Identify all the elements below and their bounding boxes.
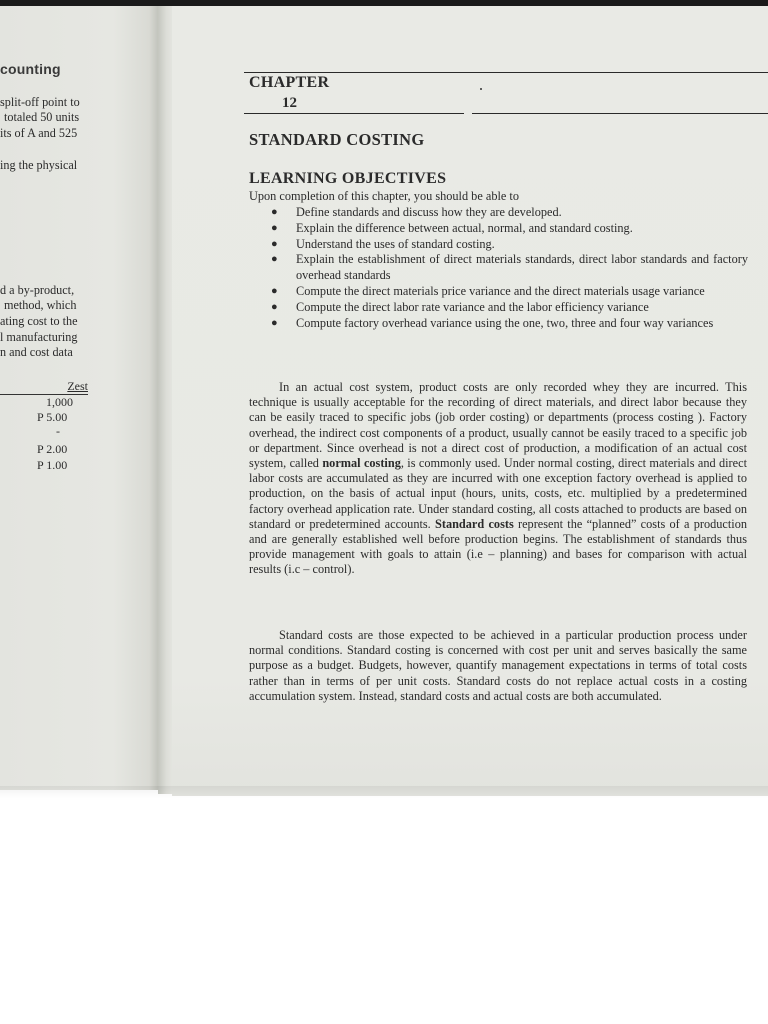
left-page xyxy=(0,6,162,790)
objective-text: Explain the establishment of direct materials standards, direct labor standards and factory overhead standards xyxy=(296,252,748,283)
chapter-bottom-rule-left xyxy=(244,113,464,114)
left-page-line: ing the physical xyxy=(0,158,78,172)
term-normal-costing: normal costing xyxy=(322,456,401,471)
left-page-line: method, which xyxy=(4,298,77,312)
learning-objectives-heading: LEARNING OBJECTIVES xyxy=(249,170,447,187)
objectives-intro: Upon completion of this chapter, you should be able to xyxy=(249,189,519,203)
left-page-line: its of A and 525 xyxy=(0,126,78,140)
bullet-icon: ● xyxy=(271,253,278,266)
list-item xyxy=(268,284,748,300)
objective-text: Compute the direct labor rate variance and the labor efficiency variance xyxy=(296,299,649,314)
list-item xyxy=(268,316,748,332)
bullet-icon: ● xyxy=(271,237,278,250)
chapter-top-rule xyxy=(244,72,768,73)
bullet-icon: ● xyxy=(271,206,278,218)
paragraph-text: , is commonly used. Under normal costing, direct materials and direct labor costs are accumulated as they are incurred with one exception factory overhead is applied to production, on the basis of actual input (hours, units, costs, etc. multiplied by a predetermined factory overhead application rate. Under standard costing, all costs attached to products are based on standard or predetermined accounts. xyxy=(249,456,747,531)
table-cell: P 1.00 xyxy=(37,458,68,472)
bullet-icon: ● xyxy=(271,221,278,234)
list-item xyxy=(268,237,748,253)
left-page-line: split-off point to xyxy=(0,95,80,109)
left-page-line: ating cost to the xyxy=(0,314,78,328)
objective-text: Compute factory overhead variance using the one, two, three and four way variances xyxy=(296,315,714,330)
table-header-zest: Zest xyxy=(67,379,88,393)
table-header xyxy=(0,379,88,395)
term-standard-costs: Standard costs xyxy=(435,516,514,531)
body-paragraph-2: Standard costs are those expected to be achieved in a particular production process under normal conditions. Standard costing is concerned with cost per unit and serves basically the same purpose as a budget. Budgets, however, quantify management expectations in terms of total costs rather than in terms of per unit costs. Standard costs do not replace actual costs in a costing accumulation system. Instead, standard costs and actual costs are both accumulated. xyxy=(249,628,747,703)
body-paragraph-1 xyxy=(249,380,747,578)
speck xyxy=(480,88,482,90)
objective-text: Explain the difference between actual, normal, and standard costing. xyxy=(296,220,633,235)
list-item xyxy=(268,252,748,284)
chapter-label: CHAPTER xyxy=(249,74,330,91)
left-page-line: d a by-product, xyxy=(0,283,75,297)
paragraph-text: represent the “planned” costs of a production and are generally established well before production begins. The establishment of standards thus provide management with goals to attain (i.e – planning) and bases for comparison with actual results (i.c – control). xyxy=(249,516,747,577)
list-item xyxy=(268,205,748,221)
left-page-line: totaled 50 units xyxy=(4,110,80,124)
bullet-icon: ● xyxy=(271,300,278,313)
chapter-bottom-rule-right xyxy=(472,113,768,114)
left-page-line: l manufacturing xyxy=(0,330,78,344)
objective-text: Understand the uses of standard costing. xyxy=(296,236,495,251)
bullet-icon: ● xyxy=(271,316,278,329)
table-cell: P 2.00 xyxy=(37,442,68,456)
objective-text: Define standards and discuss how they are developed. xyxy=(296,205,562,219)
table-cell: - xyxy=(56,424,60,438)
chapter-title: STANDARD COSTING xyxy=(249,130,425,149)
table-cell: 1,000 xyxy=(46,395,73,409)
left-page-line: n and cost data xyxy=(0,345,73,359)
paragraph-text: In an actual cost system, product costs are only recorded whey they are incurred. This technique is usually acceptable for the recording of direct materials, and direct labor because they can be easily traced to specific jobs (job order costing) or departments (process costing ). Factory overhead, the indirect cost components of a product, usually cannot be easily traced to a specific job or department. Since overhead is not a direct cost of production, a modification of an actual cost system, called xyxy=(249,380,747,471)
objective-text: Compute the direct materials price variance and the direct materials usage variance xyxy=(296,283,705,298)
objectives-list xyxy=(268,205,748,331)
list-item xyxy=(268,300,748,316)
left-page-heading: counting xyxy=(0,61,61,77)
table-cell: P 5.00 xyxy=(37,410,68,424)
bullet-icon: ● xyxy=(271,284,278,297)
page-bottom-shadow xyxy=(0,786,768,798)
list-item xyxy=(268,221,748,237)
chapter-number: 12 xyxy=(282,95,297,111)
